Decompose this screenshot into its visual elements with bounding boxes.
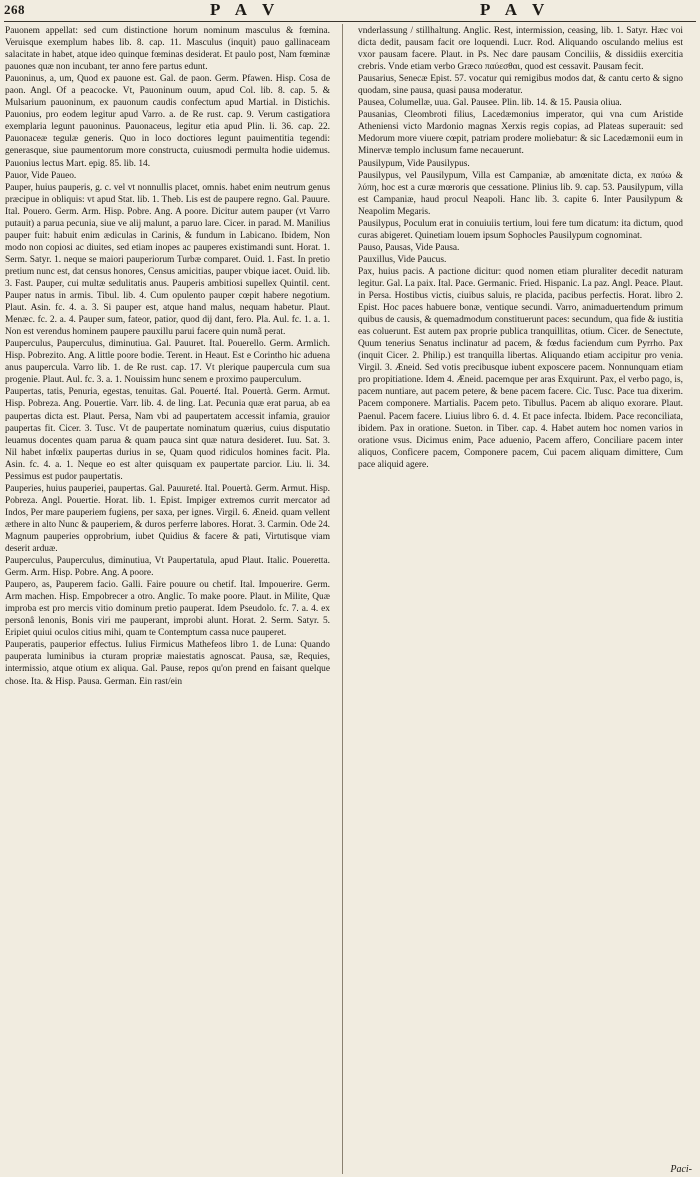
- entry-paragraph: Pauxillus, Vide Paucus.: [358, 254, 447, 265]
- running-head-left: P A V: [210, 0, 281, 19]
- entry-paragraph: vnderlassung / stillhaltung. Anglic. Rest, intermission, ceasing, lib. 1. Satyr. Hæc voi dicta dedit, pausam facit ore loquendi. Lucr. Rod. Aliquando osculando melius est vxor pausam facere. Plaut. in Ps. Nec dare pausam Conciliis, & dissidiis exercitia crebris. Vnde etiam verbo Græco παύεσθαι, quod est cessavit. Pausam fecit.: [358, 26, 683, 73]
- entry-paragraph: Pausilypus, Poculum erat in conuiuiis tertium, loui fere tum dicatum: ita dictum, quod curas abigeret. Quinetiam louem ipsum Sophocles Pausilypum cognominat.: [358, 218, 683, 241]
- entry-paragraph: Pauperatis, pauperior effectus. Iulius Firmicus Mathefeos libro 1. de Luna: Quando pauperata luminibus ia cturam propriæ maiestatis agnoscat. Pausa, sæ, Requies, intermissio, atque otium ex aliqua. Gal. Pause, repos qu'on prend en faisant quelque chose. Ita. & Hisp. Pausa. German. Ein rast/ein: [5, 640, 330, 687]
- entry-paragraph: Pauoninus, a, um, Quod ex pauone est. Gal. de paon. Germ. Pfawen. Hisp. Cosa de paon. Angl. Of a peacocke. Vt, Pauoninum ouum, apud Col. lib. 8. cap. 5. & Mulsarium pauoninum, ex pauonum caudis confectum apud Martial. in Distichis. Pauonius, pro eodem legitur apud Varro. a. de Re rust. cap. 9. Verum castigatiora exemplaria legunt pauoninus. Pauonaceus, legitur etia apud Plin. li. 36. cap. 22. Pauonaceæ tegulæ generis. Quo in loco doctiores legunt pauimentitia tegendi: generasque, siue paumentorum more constructa, cuiusmodi permulta hodie uidemus. Pauonius lectus Mart. epig. 85. lib. 14.: [5, 74, 330, 169]
- entry-paragraph: Pax, huius pacis. A pactione dicitur: quod nomen etiam pluraliter decedit naturam legitur. Gal. La paix. Ital. Pace. Germanic. Fried. Hispanic. La paz. Angl. Peace. Plaut. in Persa. Hostibus victis, ciuibus saluis, re placida, pacibus perfectis. Horat. libro 2. Epist. Hoc paces habuere bonæ, ventique secundi. Varro, animaduertendum primum quibus de causis, & quemadmodum constituerunt paces: secundum, qua fide & iustitia eas coluerunt. Est autem pax proprie publica tranquillitas, otium. Cicer. de Senectute, Quum tenerius Senatus inclinatur ad pacem, & fœdus faciendum cum Pyrrho. Pax (inquit Cicer. 2. Philip.) est tranquilla libertas. Aliquando etiam accipitur pro venia. Virgil. 3. Æneid. Sed votis precibusque iubent exposcere pacem. Nonnunquam etiam pro propitiatione. Idem 4. Æneid. pacemque per aras Exquirunt. Pax, el verbo pago, is, pacem nuntiare, aut pacem petere, & bene pacem facere. Cic. Tusc. Pace tua dixerim. Pacem componere. Martialis. Pacem peto. Tibullus. Pacem ab aliquo exorare. Plaut. Paenul. Pacem facere. Liuius libro 6. d. 4. Et pace infecta. Ibidem. Pace reconciliata, ibidem. Pax in oratione. Sueton. in Tiber. cap. 4. Habet autem hoc nomen varios in oratione vsus. Dicimus enim, Pace aduenio, Pacem affero, Conciliare pacem inter aliquos, Conficere pacem, Componere pacem, Cui pacem aliquam dimittere, Cum pace aliquid agere.: [358, 266, 683, 470]
- entry-paragraph: Pausarius, Senecæ Epist. 57. vocatur qui remigibus modos dat, & cantu certo & signo quodam, sine pausa, quasi pausa moderatur.: [358, 74, 683, 97]
- entry-paragraph: Paupertas, tatis, Penuria, egestas, tenuitas. Gal. Pouerté. Ital. Pouertà. Germ. Armut. Hisp. Pobreza. Ang. Pouertie. Varr. lib. 4. de ling. Lat. Pecunia quæ erat parua, ab ea paupertas dicta est. Plaut. Persa, Nam vbi ad paupertatem accessit infamia, grauior paupertas fit. Cicer. 3. Tusc. Vt de paupertate nominatum quærius, cuius disputatio leuamus docentes quam parua & quam pauca sint quæ natura desideret. Iuu. Sat. 3. Nil habet infœlix paupertas durius in se, Quam quod ridiculos homines facit. Pla. Asin. fc. 4. a. 1. Neque eo est alter quisquam ex paupertate parcior. Liu. li. 34. Pessimus est pudor paupertatis.: [5, 387, 330, 482]
- entry-paragraph: Pauperculus, Pauperculus, diminutiua. Gal. Pauuret. Ital. Pouerello. Germ. Armlich. Hisp. Pobrezito. Ang. A little poore bodie. Terent. in Heaut. Est e Corintho hic aduena anus paupercula. Varro lib. 1. de Re rust. cap. 17. Vt plerique paupercula cum sua progenie. Plaut. Aul. fc. 3. a. 1. Nouissim hunc senem e proximo pauperculum.: [5, 339, 330, 386]
- entry-paragraph: Pausea, Columellæ, uua. Gal. Pausee. Plin. lib. 14. & 15. Pausia oliua.: [358, 98, 622, 109]
- entry-paragraph: Pauperies, huius pauperiei, paupertas. Gal. Pauureté. Ital. Pouertà. Germ. Armut. Hisp. Pobreza. Angl. Pouertie. Horat. lib. 1. Epist. Impiger extremos currit mercator ad Indos, Per mare pauperiem fugiens, per saxa, per ignes. Virgil. 6. Æneid. quam vellent æthere in alto Nunc & pauperiem, & duros perferre labores. Horat. 3. Carmin. Ode 24. Magnum pauperies opprobrium, iubet Quidius & facere & pati, Virtutisque viam deserit arduæ.: [5, 483, 330, 555]
- entry-paragraph: Pausanias, Cleombroti filius, Lacedæmonius imperator, qui vna cum Aristide Atheniensi victo Mardonio magnas Xerxis regis copias, ad Plateas superauit: sed Medorum more viuere cœpit, patriam prodere moliebatur: & sic Lacedæmonii eum in Minervæ templo inclusum fame necauerunt.: [358, 110, 683, 157]
- entry-paragraph: Pauor, Vide Paueo.: [5, 170, 77, 181]
- column-divider: [342, 24, 343, 1174]
- header-rule: [4, 21, 696, 22]
- entry-paragraph: Pauper, huius pauperis, g. c. vel vt nonnullis placet, omnis. habet enim neutrum genus præcipue in obliquis: vt apud Stat. lib. 1. Theb. Lis est de paupere regno. Gal. Pauure. Ital. Pouero. Germ. Arm. Hisp. Pobre. Ang. A poore. Dicitur autem pauper (vt Varro putauit) a parua pecunia, siue ve alij malunt, a paruo lare. Cicer. in parad. M. Manilius pauper fuit: habuit enim ædiculas in Carinis, & fundum in Labicano. Ibidem, Non modo non copiosi ac diuites, sed etiam inopes ac pauperes existimandi sunt. Horat. 1. Serm. Satyr. 1. neque se maiori pauperiorum Turbæ comparet. Ouid. 1. Fast. In pretio pretium nunc est, dat census honores, Census amicitias, pauper vbique iacet. Ouid. lib. 3. Fast. Pauper, cui multæ sedulitatis anus. Pauperis ambitiosi supellex Quintil. cent. Pauper natus in armis. Tibul. lib. 4. Cum opulento pauper cœpit habere negotium. Plaut. Asin. fc. 4. a. 3. Si pauper est, atque hand malus, nequam habetur. Plaut. Menæc. fc. 2. a. 4. Pauper sum, fateor, patior, quod dij dant, fero. Pla. Aul. fc. 1. a. 1. Non est verendus hominem paupere pauxillu parui facere quin numã perat.: [5, 182, 330, 338]
- entry-paragraph: Pauperculus, Pauperculus, diminutiua, Vt Paupertatula, apud Plaut. Italic. Poueretta. Germ. Arm. Hisp. Pobre. Ang. A poore.: [5, 556, 330, 579]
- catchword: Paci-: [670, 1164, 692, 1175]
- entry-paragraph: Pausilypus, vel Pausilypum, Villa est Campaniæ, ab amœnitate dicta, ex παύω & λύπη, hoc est a curæ mœroris que cessatione. Plinius lib. 9. cap. 53. Pausilypum, villa est Campaniæ, haud procul Neapoli. Hanc lib. 3. capite 6. Inter Pausilypum & Neapolim Megaris.: [358, 170, 683, 217]
- entry-paragraph: Paupero, as, Pauperem facio. Galli. Faire pouure ou chetif. Ital. Impouerire. Germ. Arm machen. Hisp. Empobrecer a otro. Anglic. To make poore. Plaut. in Milite, Quæ improba est pro mercis vitio dominum pretio pauperat. Idem Pseudolo. fc. 7. a. 4. ex personâ lenonis, Bonis viri me pauperant, improbi alunt. Horat. 2. Serm. Satyr. 5. Eripiet quiui oculos citius mihi, quam te Contemptum cassa nuce pauperet.: [5, 580, 330, 639]
- entry-paragraph: Pauso, Pausas, Vide Pausa.: [358, 242, 460, 253]
- right-column: [358, 25, 683, 1173]
- running-head-right: P A V: [480, 0, 551, 19]
- entry-paragraph: Pauonem appellat: sed cum distinctione horum nominum masculus & fœmina. Veruisque exemplum habes lib. 8. cap. 11. Masculus (inquit) pauo gallinaceam salacitate in habet, atque ideo quinque fœminas desiderat. Et paulo post, Nam fœminæ pauones quæ non incubant, ter anno fere partus edunt.: [5, 26, 330, 73]
- left-column: [5, 25, 330, 1173]
- page-number: 268: [4, 2, 25, 17]
- page-header: [0, 0, 700, 24]
- entry-paragraph: Pausilypum, Vide Pausilypus.: [358, 158, 470, 169]
